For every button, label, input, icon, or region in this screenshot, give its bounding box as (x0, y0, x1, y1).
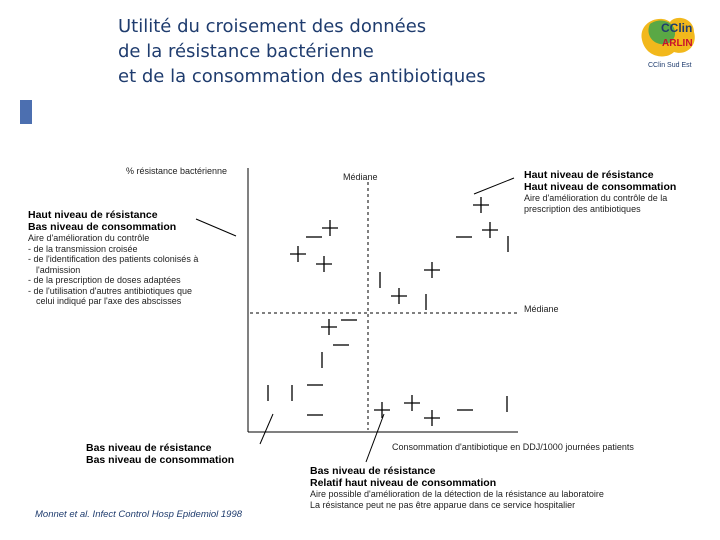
logo-text-top: CClin (661, 21, 693, 35)
plus-marker (321, 319, 337, 335)
pointer-line-bottom-left (260, 414, 273, 444)
top-left-heading-1: Haut niveau de résistance (28, 209, 158, 221)
top-left-note-4: l'admission (36, 264, 81, 275)
citation: Monnet et al. Infect Control Hosp Epidemiol 1998 (35, 509, 243, 520)
plus-marker (374, 402, 390, 418)
quadrant-top-right (524, 170, 676, 214)
top-right-note-2: prescription des antibiotiques (524, 203, 641, 214)
pointer-line-bottom-right (366, 414, 384, 462)
top-left-note-2: - de la transmission croisée (28, 243, 138, 254)
bottom-right-heading-2: Relatif haut niveau de consommation (310, 476, 497, 489)
quadrant-bottom-left (86, 443, 234, 466)
top-right-note-1: Aire d'amélioration du contrôle de la (524, 193, 668, 203)
quadrant-bottom-right (310, 466, 604, 510)
top-left-note-7: celui indiqué par l'axe des abscisses (36, 296, 182, 306)
top-right-heading-1: Haut niveau de résistance (524, 169, 654, 181)
bottom-right-heading-1: Bas niveau de résistance (310, 465, 436, 477)
plus-marker (391, 288, 407, 304)
logo-text-bottom: CClin Sud Est (648, 62, 692, 69)
title-line-1: Utilité du croisement des données (118, 16, 427, 37)
title-line-2: de la résistance bactérienne (118, 41, 374, 62)
top-left-heading-2: Bas niveau de consommation (28, 220, 177, 233)
plus-marker (316, 256, 332, 272)
top-left-note-1: Aire d'amélioration du contrôle (28, 233, 150, 243)
plus-marker (482, 222, 498, 238)
title-line-3: et de la consommation des antibiotiques (118, 66, 486, 87)
plus-marker (404, 395, 420, 411)
logo-text-mid: ARLIN (662, 38, 693, 49)
bottom-right-note-2: La résistance peut ne pas être apparue dans ce service hospitalier (310, 499, 576, 510)
plus-marker (322, 220, 338, 236)
quadrant-top-left (28, 210, 198, 307)
bottom-left-heading-1: Bas niveau de résistance (86, 442, 212, 454)
median-y-label: Médiane (524, 304, 559, 314)
plus-marker (424, 410, 440, 426)
plus-marker (473, 197, 489, 213)
pointer-line-top-right (474, 178, 514, 194)
y-axis-label: % résistance bactérienne (126, 166, 228, 176)
bottom-right-note-1: Aire possible d'amélioration de la détection de la résistance au laboratoire (310, 489, 604, 499)
pointer-line-top-left (196, 219, 236, 236)
top-left-note-5: - de la prescription de doses adaptées (28, 275, 181, 285)
x-axis-label: Consommation d'antibiotique en DDJ/1000 journées patients (392, 442, 634, 452)
median-x-label: Médiane (343, 172, 378, 182)
top-left-note-3: - de l'identification des patients colonisés à (28, 254, 199, 264)
top-right-heading-2: Haut niveau de consommation (524, 180, 677, 193)
plus-marker (424, 262, 440, 278)
bottom-left-heading-2: Bas niveau de consommation (86, 453, 235, 466)
plus-marker (290, 246, 306, 262)
top-left-note-6: - de l'utilisation d'autres antibiotiques que (28, 285, 193, 296)
